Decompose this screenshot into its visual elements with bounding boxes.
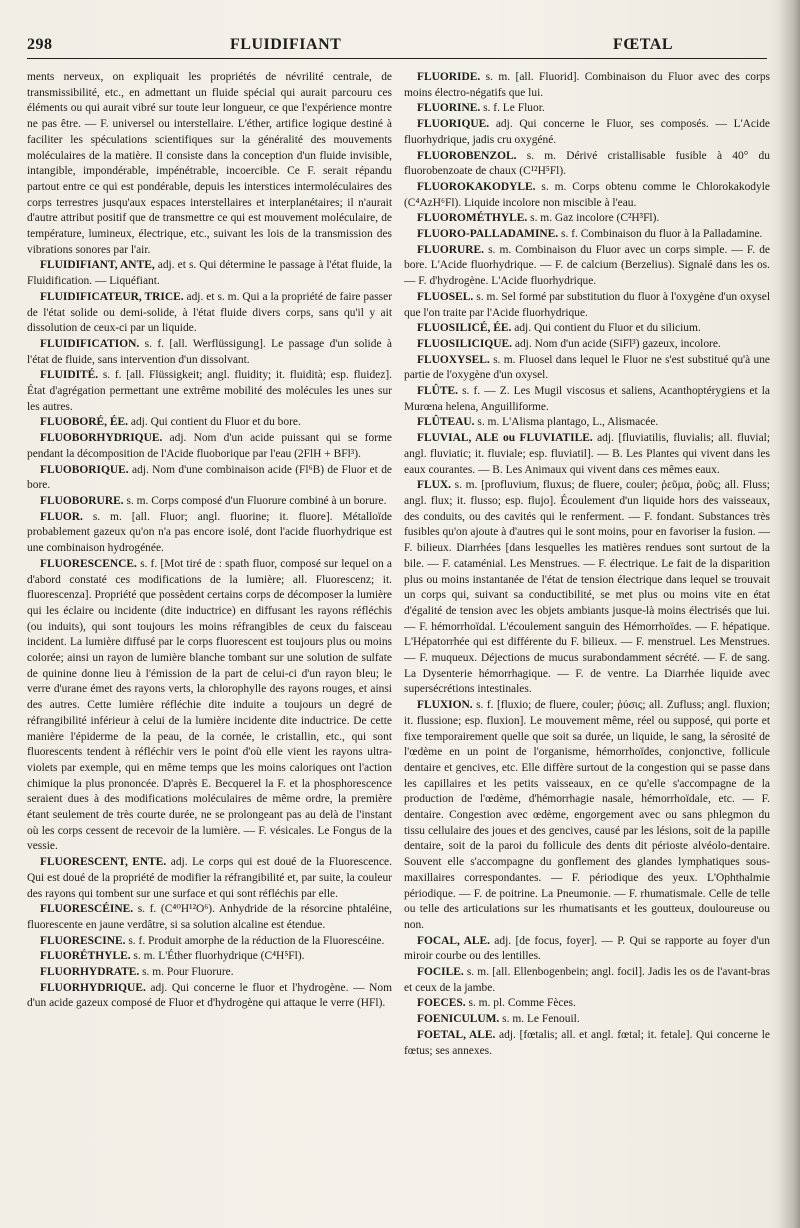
dictionary-entry (404, 1028, 770, 1059)
dictionary-entry (27, 290, 392, 337)
dictionary-entry (27, 368, 392, 415)
entry-headword: FLUVIAL, ALE ou FLUVIATILE. (417, 432, 593, 445)
entry-headword: FLÛTEAU. (417, 416, 475, 429)
dictionary-entry (27, 431, 392, 462)
dictionary-entry (404, 211, 770, 227)
entry-definition: s. m. [all. Ellenbogenbein; angl. focil]. Jadis les os de l'avant-bras et ceux de la jambe. (404, 966, 770, 994)
dictionary-entry (404, 227, 770, 243)
page-edge-shadow (778, 0, 800, 1228)
entry-headword: FLUORESCENT, ENTE. (40, 856, 167, 869)
dictionary-entry (27, 70, 392, 258)
entry-definition: adj. Qui contient du Fluor et du bore. (128, 416, 301, 429)
entry-headword: FOCAL, ALE. (417, 934, 490, 947)
right-column (404, 70, 770, 1059)
entry-definition: s. m. [all. Fluorid]. Combinaison du Fluor avec des corps moins électro-négatifs que lui. (404, 71, 770, 99)
entry-headword: FOECES. (417, 997, 466, 1010)
entry-definition: s. m. pl. Comme Fèces. (465, 997, 576, 1010)
entry-definition: s. m. Combinaison du Fluor avec un corps simple. — F. de bore. L'Acide fluorhydrique. — F. de calcium (Berzelius). Signalé dans les os. — F. d'hydrogène. L'Acide fluorhydrique. (404, 243, 770, 288)
dictionary-entry (404, 1012, 770, 1028)
dictionary-entry (404, 243, 770, 290)
dictionary-entry (27, 902, 392, 933)
entry-headword: FLUOBORIQUE. (40, 463, 129, 476)
entry-headword: FLUOR. (40, 510, 83, 523)
dictionary-entry (27, 494, 392, 510)
entry-headword: FLUXION. (417, 699, 473, 712)
dictionary-entry (27, 510, 392, 557)
dictionary-entry (404, 290, 770, 321)
entry-headword: FLUOSILICIQUE. (417, 337, 513, 350)
entry-definition: adj. Nom d'une combinaison acide (Fl⁶B) de Fluor et de bore. (27, 463, 392, 492)
running-head-right: FŒTAL (613, 36, 673, 53)
entry-headword: FLUIDIFICATION. (40, 337, 140, 350)
entry-definition: s. m. L'Éther fluorhydrique (C⁴H⁵Fl). (130, 950, 305, 963)
entry-definition: ments nerveux, on expliquait les propriétés de névrilité centrale, de transmissibilité, etc., en admettant un fluide spécial qui aurait parcouru ces éléments ou qui aurait vibré sur toute leur longueur, ce que l'expérience montre ne pas être. — F. universel ou interstellaire. L'éther, artifice logique destiné à faciliter les spéculations scientifiques sur la généralité des mouvements moléculaires de la matière. Il consiste dans la conception d'un fluide invisible, intangible, impondérable, impénétrable, incoercible. Ce F. serait répandu partout entre ce qui est pondérable, depuis les interstices intermoléculaires des corps terrestres jusqu'aux espaces interstellaires et interplanétaires; il n'aurait d'autre attribut positif que de transmettre ce qui est mouvement moléculaire, de température, lumineux, électrique, etc., suivant les lois de la transmission des vibrations sonores par l'air. (27, 71, 392, 256)
dictionary-entry (27, 965, 392, 981)
header-rule (27, 58, 767, 59)
entry-definition: adj. et s. Qui détermine le passage à l'état fluide, la Fluidification. — Liquéfiant. (27, 259, 392, 288)
dictionary-entry (404, 478, 770, 698)
entry-headword: FLUOROKAKODYLE. (417, 180, 536, 193)
entry-definition: s. f. [all. Werflüssigung]. Le passage d'un solide à l'état de fluide, sans intervention d'un dissolvant. (27, 337, 392, 366)
entry-headword: FLUORESCÉINE. (40, 903, 134, 916)
entry-definition: s. f. [Mot tiré de : spath fluor, composé sur lequel on a d'abord constaté ces modifications de la lumière; all. Fluorescenz; it. fluorescenza]. Propriété que possèdent certains corps de décomposer la lumière qui les éclaire ou incidente (dite inductrice) en diffusant les rayons réfléchis (ou induits), qui sont toujours les moins réfrangibles de ceux du faisceau incident. La lumière diffusé par le corps fluorescent est toujours plus ou moins colorée; ainsi un rayon de lumière blanche tombant sur une solution de sulfate de quinine donne lieu à l'émission de la part de celui-ci d'un rayon bleu; le verre d'urane émet des rayons verts, la chlorophylle des rayons rouges, et ainsi des autres. Cette lumière réfléchie dite induite a toujours un degré de réfrangibilité inférieur à celui de la lumière incidente dite inductrice. De cette manière l'épiderme de la peau, de la cornée, le cristallin, etc., qui sont fluorescents tendent à réfléchir vers le point d'où elle vient les rayons ultra-violets par exemple, qui en même temps que les moins caloriques ont l'action chimique la plus prononcée. D'après E. Becquerel la F. et la phosphorescence seraient dues à des modifications moléculaires de même ordre, la première étant seulement de très courte durée, ne se prolongeant pas au delà de l'instant où les corps cessent de recevoir de la lumière. — F. vésicales. Le Fongus de la vessie. (27, 557, 392, 853)
entry-headword: FOCILE. (417, 966, 464, 979)
entry-definition: adj. [fœtalis; all. et angl. fœtal; it. fetale]. Qui concerne le fœtus; ses annexes. (404, 1028, 770, 1057)
entry-headword: FLUORESCENCE. (40, 557, 137, 570)
dictionary-entry (404, 180, 770, 211)
entry-definition: s. f. Le Fluor. (480, 102, 545, 115)
entry-headword: FOENICULUM. (417, 1013, 500, 1026)
dictionary-entry (27, 557, 392, 855)
dictionary-entry (404, 965, 770, 996)
entry-definition: adj. Nom d'un acide (SiFl³) gazeux, incolore. (512, 337, 721, 350)
entry-headword: FLUORO-PALLADAMINE. (417, 228, 559, 241)
entry-headword: FLUORIQUE. (417, 118, 490, 131)
dictionary-entry (27, 981, 392, 1012)
entry-definition: s. m. Le Fenouil. (499, 1013, 580, 1026)
entry-headword: FLUORIDE. (417, 71, 481, 83)
dictionary-entry (404, 117, 770, 148)
entry-definition: adj. Qui concerne le fluor et l'hydrogène. — Nom d'un acide gazeux composé de Fluor et d'hydrogène qui attaque le verre (HFl). (27, 981, 392, 1010)
entry-definition: adj. Le corps qui est doué de la Fluorescence. Qui est doué de la propriété de modifier la réfrangibilité et, par suite, la couleur des rayons qui tombent sur une surface et qui sont réfléchis par elle. (27, 856, 392, 900)
entry-definition: adj. [de focus, foyer]. — P. Qui se rapporte au foyer d'un miroir courbe ou des lentilles. (404, 934, 770, 963)
dictionary-entry (404, 934, 770, 965)
entry-headword: FLUIDITÉ. (40, 369, 99, 382)
entry-definition: s. f. — Z. Les Mugil viscosus et saliens, Acanthoptérygiens et la Murœna helena, Anguilliforme. (404, 385, 770, 413)
entry-definition: s. f. (C⁴⁰H¹²O⁶). Anhydride de la résorcine phtaléine, fluorescente en jaune verdâtre, si sa solution alcaline est étendue. (27, 903, 392, 931)
dictionary-entry (27, 463, 392, 494)
entry-definition: s. m. [all. Fluor; angl. fluorine; it. fluore]. Métalloïde probablement gazeux qu'on n'a pas encore isolé, dont l'acide fluorhydrique est une combinaison hydrogénée. (27, 510, 392, 555)
entry-headword: FLÛTE. (417, 385, 458, 398)
dictionary-entry (404, 353, 770, 384)
entry-definition: adj. Qui contient du Fluor et du silicium. (511, 322, 701, 335)
entry-headword: FLUOXYSEL. (417, 353, 490, 366)
dictionary-entry (404, 337, 770, 353)
dictionary-entry (27, 934, 392, 950)
entry-headword: FLUORINE. (417, 102, 481, 115)
dictionary-entry (404, 384, 770, 415)
entry-headword: FLUORHYDRATE. (40, 966, 140, 979)
entry-definition: s. m. Dérivé cristallisable fusible à 40° du fluorobenzoate de chaux (C¹²H⁵Fl). (404, 149, 770, 178)
entry-definition: s. m. Corps obtenu comme le Chlorokakodyle (C⁴AzH⁶Fl). Liquide incolore non miscible à l'eau. (404, 180, 770, 209)
entry-definition: adj. et s. m. Qui a la propriété de faire passer de l'état solide ou demi-solide, à l'état fluide divers corps, sans qu'il y ait dissolution de ceux-ci par un liquide. (27, 290, 392, 335)
running-head-left: FLUIDIFIANT (230, 36, 342, 53)
entry-headword: FLUOSILICÉ, ÉE. (417, 322, 512, 335)
entry-definition: s. m. L'Alisma plantago, L., Alismacée. (474, 416, 659, 429)
entry-headword: FLUIDIFIANT, ANTE, (40, 259, 155, 272)
entry-definition: s. m. [profluvium, fluxus; de fluere, couler; ῥεῦμα, ῥοῦς; all. Fluss; angl. flux; it. flusso; esp. flujo]. Écoulement d'un liquide hors des vaisseaux, des conduits, ou des cavités qui le renferment. — F. fondant. Substances très fusibles qu'on ajoute à d'autres qui le sont moins, pour en favoriser la fusion. — F. bilieux. Diarrhées [dans lesquelles les matières rendues sont surtout de la bile. — F. cataménial. Les Menstrues. — F. électrique. Le fait de la disparition plus ou moins instantanée de l'état de tension électrique dans lequel se trouvait un corps qui, suivant sa conductibilité, se met plus ou moins vite en état d'égalité de tension avec les objets ambiants jusque-là moins électrisés que lui. — F. hémorrhoïdal. L'écoulement sanguin des Hémorrhoïdes. — F. hépatique. L'Hépatorrhée qui est différente du F. bilieux. — F. menstruel. Les Menstrues. — F. muqueux. Déjections de mucus surabondamment sécrété. — F. de sang. La Dysenterie hémorrhagique. — F. de ventre. La Diarrhée liquide avec supersécrétions intestinales. (404, 479, 770, 696)
entry-definition: s. f. [all. Flüssigkeit; angl. fluidity; it. fluidità; esp. fluidez]. État d'agrégation permettant une extrême mobilité des molécules les unes sur les autres. (27, 369, 392, 413)
dictionary-entry (404, 431, 770, 478)
entry-headword: FLUOBORHYDRIQUE. (40, 432, 163, 445)
entry-headword: FLUORÉTHYLE. (40, 950, 131, 963)
dictionary-entry (404, 415, 770, 431)
dictionary-entry (404, 996, 770, 1012)
dictionary-entry (404, 698, 770, 934)
entry-headword: FLUOROBENZOL. (417, 149, 517, 162)
entry-headword: FLUIDIFICATEUR, TRICE. (40, 290, 184, 303)
dictionary-entry (27, 855, 392, 902)
entry-definition: s. m. Pour Fluorure. (139, 966, 234, 979)
dictionary-entry (404, 70, 770, 101)
entry-definition: s. m. Sel formé par substitution du fluor à l'oxygène d'un oxysel que l'on traite par l'Acide fluorhydrique. (404, 290, 770, 319)
entry-definition: adj. Qui concerne le Fluor, ses composés. — L'Acide fluorhydrique, jadis cru oxygéné. (404, 118, 770, 146)
entry-definition: s. f. [fluxio; de fluere, couler; ῥύσις; all. Zufluss; angl. fluxion; it. flussione; esp. fluxion]. Le mouvement même, réel ou supposé, qui porte et fixe temporairement quelle que soit sa durée, un liquide, le sang, la sérosité de l'œdème en un point de l'organisme, hémorrhoïdes, conjonctive, follicule dentaire et gencives, etc. Elle diffère surtout de la congestion qui se passe dans les capillaires et les petits vaisseaux, en ce qu'elle s'accompagne de la production de l'œdème, d'hémorrhagie nasale, hémorrhoïdale, etc. — F. dentaire. Congestion avec œdème, engorgement avec ou sans phlegmon du tissu cellulaire des joues et des gencives, causé par les lésions, soit de la papille dentaire, soit de la paroi du follicule des dents dit périoste alvéolo-dentaire. Souvent elle s'accompagne du gonflement des glandes lymphatiques sous-maxillaires correspondantes. — F. périodique des yeux. L'Ophthalmie périodique. — F. de poitrine. La Pneumonie. — F. rhumatismale. Celle de telle ou telle des articulations sur les rhumatisants et les goutteux, douloureuse ou non. (404, 699, 770, 931)
entry-definition: s. f. Combinaison du fluor à la Palladamine. (558, 228, 763, 241)
dictionary-entry (27, 258, 392, 289)
entry-headword: FOETAL, ALE. (417, 1028, 496, 1041)
dictionary-entry (404, 149, 770, 180)
entry-headword: FLUOROMÉTHYLE. (417, 212, 528, 225)
entry-definition: s. m. Gaz incolore (C²H³Fl). (527, 212, 660, 225)
entry-headword: FLUORURE. (417, 243, 485, 256)
entry-headword: FLUOBORÉ, ÉE. (40, 416, 129, 429)
entry-definition: s. m. Corps composé d'un Fluorure combiné à un borure. (123, 494, 387, 507)
entry-definition: s. m. Fluosel dans lequel le Fluor ne s'est substitué qu'à une partie de l'oxygène d'un oxysel. (404, 353, 770, 382)
left-column (27, 70, 392, 1012)
entry-definition: adj. Nom d'un acide puissant qui se forme pendant la décomposition de l'Acide fluoborique par l'eau (2FlH + BFl³). (27, 432, 392, 460)
entry-definition: adj. [fluviatilis, fluvialis; all. fluvial; angl. fluviatic; it. fluviale; esp. fluviatil]. — B. Les Plantes qui vivent dans les eaux courantes. — B. Les Animaux qui vivent dans ces mêmes eaux. (404, 432, 770, 476)
dictionary-entry (27, 337, 392, 368)
entry-headword: FLUOBORURE. (40, 494, 124, 507)
entry-headword: FLUORESCINE. (40, 934, 126, 947)
page-number: 298 (27, 36, 53, 53)
dictionary-entry (27, 949, 392, 965)
entry-headword: FLUX. (417, 479, 451, 492)
dictionary-entry (27, 415, 392, 431)
entry-headword: FLUOSEL. (417, 290, 474, 303)
entry-headword: FLUORHYDRIQUE. (40, 981, 146, 994)
entry-definition: s. f. Produit amorphe de la réduction de la Fluorescéine. (125, 934, 385, 947)
dictionary-entry (404, 101, 770, 117)
dictionary-entry (404, 321, 770, 337)
